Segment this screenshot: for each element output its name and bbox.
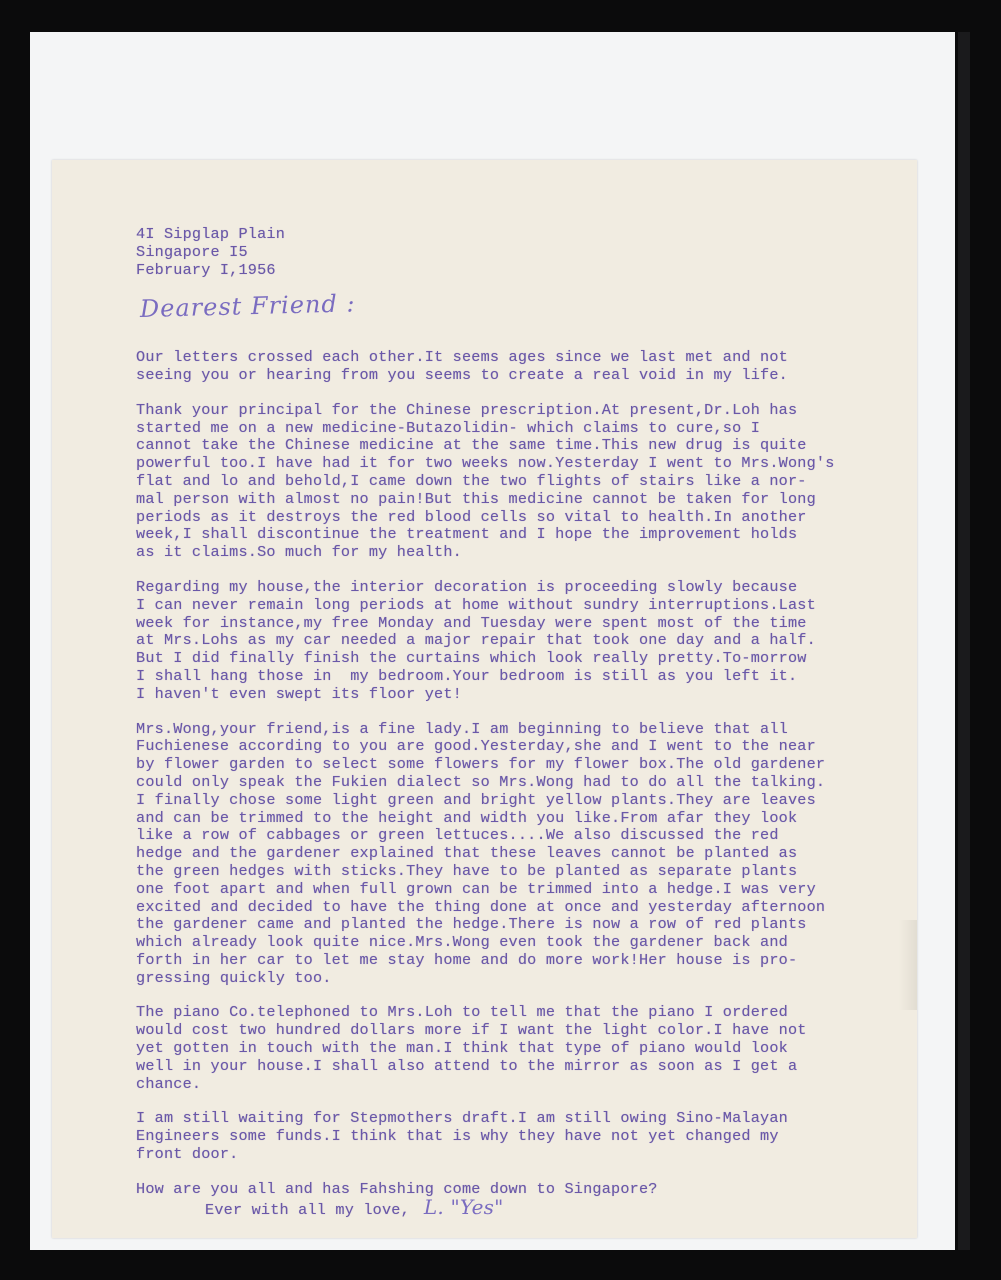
date-line: February I,1956: [136, 260, 276, 279]
letter-paragraphs: [136, 349, 916, 1164]
typed-line: well in your house.I shall also attend to the mirror as soon as I get a: [136, 1056, 798, 1075]
typed-line: Thank your principal for the Chinese prescription.At present,Dr.Loh has: [136, 400, 798, 419]
typed-line: periods as it destroys the red blood cells so vital to health.In another: [136, 507, 807, 526]
typed-line: I can never remain long periods at home without sundry interruptions.Last: [136, 595, 816, 614]
paragraph: [136, 402, 916, 562]
typed-line: But I did finally finish the curtains which look really pretty.To-morrow: [136, 649, 807, 668]
typed-line: cannot take the Chinese medicine at the same time.This new drug is quite: [136, 436, 807, 455]
typed-line: Fuchienese according to you are good.Yesterday,she and I went to the near: [136, 737, 816, 756]
typed-line: I haven't even swept its floor yet!: [136, 684, 462, 703]
typed-line: forth in her car to let me stay home and do more work!Her house is pro-: [136, 950, 798, 969]
typed-line: started me on a new medicine-Butazolidin- which claims to cure,so I: [136, 418, 761, 437]
typed-line: by flower garden to select some flowers for my flower box.The old gardener: [136, 755, 826, 774]
letter-body: [136, 226, 916, 1219]
address-line: Singapore I5: [136, 242, 248, 261]
typed-line: seeing you or hearing from you seems to create a real void in my life.: [136, 365, 788, 384]
typed-line: gressing quickly too.: [136, 968, 332, 987]
typed-line: the gardener came and planted the hedge.There is now a row of red plants: [136, 915, 807, 934]
paragraph: [136, 721, 916, 988]
typed-line: could only speak the Fukien dialect so Mrs.Wong had to do all the talking.: [136, 772, 826, 791]
typed-line: powerful too.I have had it for two weeks now.Yesterday I went to Mrs.Wong's: [136, 454, 835, 473]
typed-line: I am still waiting for Stepmothers draft.I am still owing Sino-Malayan: [136, 1109, 788, 1128]
typed-line: The piano Co.telephoned to Mrs.Loh to tell me that the piano I ordered: [136, 1003, 788, 1022]
typed-line: I shall hang those in my bedroom.Your bedroom is still as you left it.: [136, 666, 798, 685]
typed-line: which already look quite nice.Mrs.Wong even took the gardener back and: [136, 933, 788, 952]
typed-line: flat and lo and behold,I came down the two flights of stairs like a nor-: [136, 471, 807, 490]
closing-question: How are you all and has Fahshing come down to Singapore?: [136, 1179, 658, 1198]
typed-line: chance.: [136, 1074, 202, 1093]
typed-line: I finally chose some light green and bright yellow plants.They are leaves: [136, 790, 816, 809]
handwritten-signature: L. "Yes": [423, 1194, 504, 1219]
typed-line: the green hedges with sticks.They have to be planted as separate plants: [136, 861, 798, 880]
typed-line: at Mrs.Lohs as my car needed a major repair that took one day and a half.: [136, 631, 816, 650]
typed-line: week,I shall discontinue the treatment and I hope the improvement holds: [136, 525, 798, 544]
binder-edge: [958, 32, 970, 1250]
paragraph: [136, 579, 916, 704]
closing-text: Ever with all my love,: [205, 1200, 410, 1219]
typed-line: week for instance,my free Monday and Tuesday were spent most of the time: [136, 613, 807, 632]
typed-line: Regarding my house,the interior decoration is proceeding slowly because: [136, 577, 798, 596]
typed-line: one foot apart and when full grown can be trimmed into a hedge.I was very: [136, 879, 816, 898]
closing-block: [136, 1181, 916, 1220]
paragraph: [136, 349, 916, 385]
typed-line: as it claims.So much for my health.: [136, 543, 462, 562]
typed-line: and can be trimmed to the height and width you like.From afar they look: [136, 808, 798, 827]
typed-line: would cost two hundred dollars more if I want the light color.I have not: [136, 1021, 807, 1040]
typed-line: Mrs.Wong,your friend,is a fine lady.I am beginning to believe that all: [136, 719, 788, 738]
typed-line: hedge and the gardener explained that these leaves cannot be planted as: [136, 844, 798, 863]
typed-line: yet gotten in touch with the man.I think that type of piano would look: [136, 1039, 788, 1058]
address-line: 4I Sipglap Plain: [136, 225, 286, 243]
paragraph: [136, 1110, 916, 1163]
handwritten-salutation: Dearest Friend :: [139, 289, 356, 324]
sender-address: [136, 226, 916, 279]
paragraph: [136, 1004, 916, 1093]
closing-line: [136, 1194, 916, 1220]
typed-line: mal person with almost no pain!But this medicine cannot be taken for long: [136, 489, 816, 508]
typed-line: front door.: [136, 1145, 239, 1164]
typed-line: like a row of cabbages or green lettuces....We also discussed the red: [136, 826, 779, 845]
typed-line: Engineers some funds.I think that is why they have not yet changed my: [136, 1127, 779, 1146]
typed-letter: [52, 160, 917, 1238]
typed-line: excited and decided to have the thing done at once and yesterday afternoon: [136, 897, 826, 916]
typed-line: Our letters crossed each other.It seems ages since we last met and not: [136, 348, 788, 367]
